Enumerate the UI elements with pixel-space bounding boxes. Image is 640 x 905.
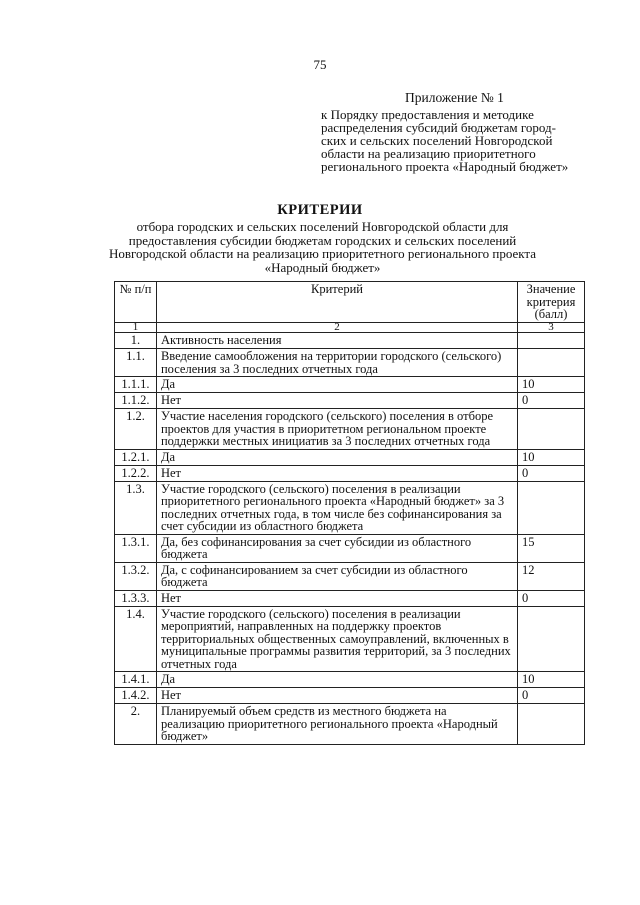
row-number: 1.4.2. xyxy=(115,688,157,704)
table-row xyxy=(115,672,585,688)
appendix-line: области на реализацию приоритетного xyxy=(321,146,536,161)
row-number: 1.1.2. xyxy=(115,393,157,409)
column-header-number: № п/п xyxy=(115,282,157,323)
row-number: 1.3.1. xyxy=(115,534,157,562)
row-criterion: Нет xyxy=(156,393,517,409)
subheading-line: «Народный бюджет» xyxy=(264,259,381,275)
row-criterion: Да, с софинансированием за счет субсидии из областного бюджета xyxy=(156,562,517,590)
row-value: 10 xyxy=(518,672,585,688)
document-subheading xyxy=(95,220,550,274)
table-row xyxy=(115,333,585,349)
row-value xyxy=(518,704,585,745)
table-row xyxy=(115,377,585,393)
table-header-row xyxy=(115,282,585,323)
row-value xyxy=(518,409,585,450)
row-criterion: Да xyxy=(156,449,517,465)
document-heading: КРИТЕРИИ xyxy=(277,202,363,218)
row-criterion: Нет xyxy=(156,688,517,704)
table-row xyxy=(115,409,585,450)
row-number: 1.2. xyxy=(115,409,157,450)
table-row xyxy=(115,349,585,377)
row-value: 12 xyxy=(518,562,585,590)
column-index: 3 xyxy=(518,323,585,333)
row-value: 0 xyxy=(518,590,585,606)
table-row xyxy=(115,704,585,745)
column-index: 2 xyxy=(156,323,517,333)
appendix-line: распределения субсидий бюджетам город- xyxy=(321,120,556,135)
row-value: 0 xyxy=(518,465,585,481)
row-number: 1.3.3. xyxy=(115,590,157,606)
criteria-table-body xyxy=(115,333,585,745)
table-row xyxy=(115,688,585,704)
row-value xyxy=(518,606,585,672)
row-criterion: Введение самообложения на территории городского (сельского) поселения за 3 последних отчетных года xyxy=(156,349,517,377)
column-header-criterion: Критерий xyxy=(156,282,517,323)
row-criterion: Планируемый объем средств из местного бюджета на реализацию приоритетного регионального проекта «Народный бюджет» xyxy=(156,704,517,745)
row-value xyxy=(518,349,585,377)
subheading-line: Новгородской области на реализацию приоритетного регионального проекта xyxy=(108,246,537,261)
row-criterion: Да, без софинансирования за счет субсидии из областного бюджета xyxy=(156,534,517,562)
row-criterion: Да xyxy=(156,672,517,688)
row-value xyxy=(518,481,585,534)
row-number: 2. xyxy=(115,704,157,745)
row-number: 1.3.2. xyxy=(115,562,157,590)
page-number: 75 xyxy=(313,57,327,72)
row-value: 10 xyxy=(518,449,585,465)
row-value: 0 xyxy=(518,393,585,409)
row-number: 1.4.1. xyxy=(115,672,157,688)
row-criterion: Да xyxy=(156,377,517,393)
criteria-table xyxy=(114,281,585,745)
row-number: 1.4. xyxy=(115,606,157,672)
subheading-line: предоставления субсидии бюджетам городских и сельских поселений xyxy=(128,232,517,248)
row-value: 10 xyxy=(518,377,585,393)
row-number: 1.1. xyxy=(115,349,157,377)
row-criterion: Участие городского (сельского) поселения в реализации приоритетного регионального проекта «Народный бюджет» за 3 последних отчетных года, в том числе без софинансирования за счет субсидии из областного бюджета xyxy=(156,481,517,534)
row-criterion: Активность населения xyxy=(156,333,517,349)
table-row xyxy=(115,465,585,481)
appendix-line: ских и сельских поселений Новгородской xyxy=(321,133,553,148)
table-row xyxy=(115,449,585,465)
appendix-line: регионального проекта «Народный бюджет» xyxy=(321,159,569,174)
appendix-body xyxy=(321,108,583,173)
column-index: 1 xyxy=(115,323,157,333)
table-row xyxy=(115,562,585,590)
row-criterion: Участие населения городского (сельского) поселения в отборе проектов для участия в приоритетном региональном проекте поддержки местных инициатив за 3 последних отчетных года xyxy=(156,409,517,450)
table-row xyxy=(115,481,585,534)
table-row xyxy=(115,393,585,409)
row-criterion: Нет xyxy=(156,465,517,481)
table-row xyxy=(115,606,585,672)
table-index-row xyxy=(115,323,585,333)
row-criterion: Нет xyxy=(156,590,517,606)
appendix-title: Приложение № 1 xyxy=(405,90,504,105)
row-number: 1.2.2. xyxy=(115,465,157,481)
table-row xyxy=(115,534,585,562)
row-value: 15 xyxy=(518,534,585,562)
row-number: 1.3. xyxy=(115,481,157,534)
table-row xyxy=(115,590,585,606)
appendix-line: к Порядку предоставления и методике xyxy=(321,107,534,122)
row-value: 0 xyxy=(518,688,585,704)
row-criterion: Участие городского (сельского) поселения в реализации мероприятий, направленных на поддержку проектов территориальных общественных самоуправлений, включенных в муниципальные программы развития территорий, за 3 последних отчетных года xyxy=(156,606,517,672)
row-number: 1. xyxy=(115,333,157,349)
column-header-value: Значение критерия (балл) xyxy=(518,282,585,323)
subheading-line: отбора городских и сельских поселений Новгородской области для xyxy=(136,219,509,234)
row-number: 1.1.1. xyxy=(115,377,157,393)
row-value xyxy=(518,333,585,349)
row-number: 1.2.1. xyxy=(115,449,157,465)
